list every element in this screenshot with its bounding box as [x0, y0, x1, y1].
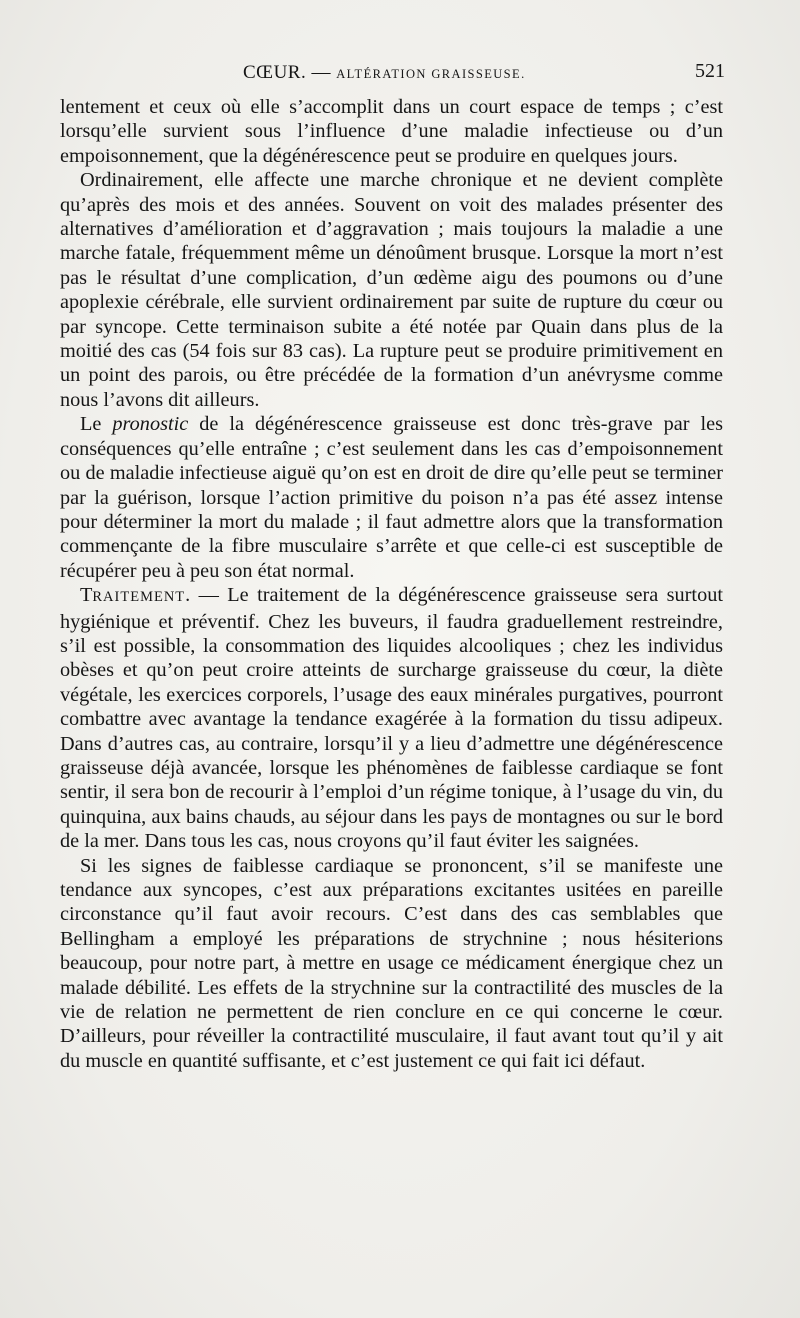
paragraph-evolution: Ordinairement, elle affecte une marche chronique et ne devient complète qu’après des mois et des années. Souvent on voit des malades présenter des alternatives d’amélioration et d’aggravation ; mais toujours la maladie a une marche fatale, fréquemment même un dénoûment brusque. Lorsque la mort n’est pas le résultat d’une complication, d’un œdème aigu des poumons ou d’une apoplexie cérébrale, elle survient ordinairement par suite de rupture du cœur ou par syncope. Cette terminaison subite a été notée par Quain dans plus de la moitié des cas (54 fois sur 83 cas). La rupture peut se produire primitivement en un point des parois, ou être précédée de la formation d’un anévrysme comme nous l’avons dit ailleurs.: [60, 169, 723, 411]
pronostic-lead: Le: [80, 413, 113, 436]
traitement-heading-initial: T: [80, 584, 93, 607]
pronostic-term: pronostic: [112, 413, 189, 436]
page-body: [60, 95, 723, 1073]
running-head-dash: —: [306, 62, 337, 83]
page-header: [60, 58, 725, 88]
traitement-text: — Le traitement de la dégénérescence graisseuse sera surtout hygiénique et préventif. Chez les buveurs, il faudra graduellement restreindre, s’il est possible, la consommation des liquides alcooliques ; chez les individus obèses et qu’on peut croire atteints de surcharge graisseuse du cœur, la diète végétale, les exercices corporels, l’usage des eaux minérales purgatives, pourront combattre avec avantage la tendance exagérée à la formation du tissu adipeux. Dans d’autres cas, au contraire, lorsqu’il y a lieu d’admettre une dégénérescence graisseuse déjà avancée, lorsque les phénomènes de faiblesse cardiaque se font sentir, il sera bon de recourir à l’emploi d’un régime tonique, à l’usage du vin, du quinquina, aux bains chauds, au séjour dans les pays de montagnes ou sur le bord de la mer. Dans tous les cas, nous croyons qu’il faut éviter les saignées.: [60, 584, 723, 853]
paragraph-faiblesse-cardiaque: Si les signes de faiblesse cardiaque se prononcent, s’il se manifeste une tendance aux syncopes, c’est aux préparations excitantes usitées en pareille circonstance qu’il faut avoir recours. C’est dans des cas semblables que Bellingham a employé les préparations de strychnine ; nous hésiterions beaucoup, pour notre part, à mettre en usage ce médicament énergique chez un malade débilité. Les effets de la strychnine sur la contractilité des muscles de la vie de relation ne permettent de rien conclure en ce qui concerne le cœur. D’ailleurs, pour réveiller la contractilité musculaire, il faut avant tout qu’il y ait du muscle en quantité suffisante, et c’est justement ce qui fait ici défaut.: [60, 854, 723, 1072]
running-head: [243, 62, 526, 84]
pronostic-text: de la dégénérescence graisseuse est donc très-grave par les conséquences qu’elle entraîne ; c’est seulement dans les cas d’empoisonnement ou de maladie infectieuse aiguë qu’on est en droit de dire qu’elle peut se terminer par la guérison, lorsque l’action primitive du poison n’a pas été assez intense pour déterminer la mort du malade ; il faut admettre alors que la transformation commençante de la fibre musculaire s’arrête et que celle-ci est susceptible de récupérer peu à peu son état normal.: [60, 413, 723, 582]
traitement-heading-period: .: [185, 584, 191, 607]
page-number: 521: [695, 60, 725, 82]
paragraph-pronostic: [60, 412, 723, 583]
running-head-main: CŒUR.: [243, 62, 307, 83]
traitement-heading-rest: RAITEMENT: [92, 589, 186, 606]
running-head-sub: ALTÉRATION GRAISSEUSE.: [336, 67, 526, 81]
paragraph-continuation: lentement et ceux où elle s’accomplit dans un court espace de temps ; c’est lorsqu’elle survient sous l’influence d’une maladie infectieuse ou d’un empoisonnement, que la dégénérescence peut se produire en quelques jours.: [60, 96, 723, 167]
traitement-heading: [80, 584, 190, 606]
paragraph-traitement: [60, 583, 723, 853]
